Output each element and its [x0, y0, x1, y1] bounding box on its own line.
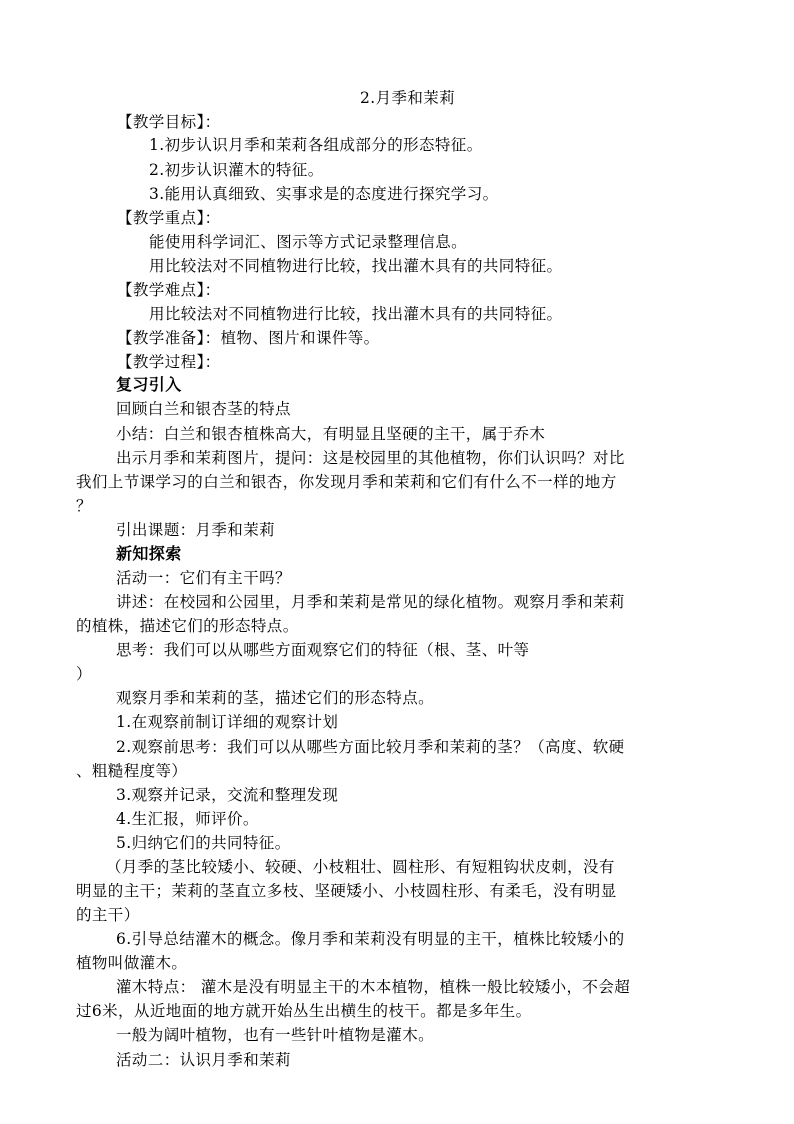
paragraph-line: 过6米，从近地面的地方就开始丛生出横生的枝干。都是多年生。 — [76, 1002, 532, 1020]
paragraph-line: 一般为阔叶植物，也有一些针叶植物是灌木。 — [116, 1026, 435, 1044]
paragraph-line: 思考：我们可以从哪些方面观察它们的特征（根、茎、叶等 — [116, 641, 530, 659]
paragraph-line: 植物叫做灌木。 — [76, 954, 188, 972]
paragraph-line: 活动二：认识月季和茉莉 — [116, 1051, 291, 1069]
paragraph-line: 观察月季和茉莉的茎，描述它们的形态特点。 — [116, 689, 435, 707]
paragraph-line: 5.归纳它们的共同特征。 — [116, 834, 291, 852]
paragraph-line: 出示月季和茉莉图片，提问：这是校园里的其他植物，你们认识吗？对比 — [116, 449, 625, 467]
process-heading: 【教学过程】： — [117, 353, 221, 371]
paragraph-line: 4.生汇报，师评价。 — [116, 810, 259, 828]
page-title: 2.月季和茉莉 — [360, 89, 456, 107]
paragraph-line: 2.观察前思考：我们可以从哪些方面比较月季和茉莉的茎？（高度、软硬 — [116, 738, 625, 756]
explore-heading: 新知探索 — [116, 544, 182, 563]
goal-item: 1.初步认识月季和茉莉各组成部分的形态特征。 — [149, 136, 483, 154]
paragraph-line: 我们上节课学习的白兰和银杏，你发现月季和茉莉和它们有什么不一样的地方 — [76, 473, 617, 491]
paragraph-line: 活动一：它们有主干吗？ — [116, 569, 291, 587]
paragraph-line: 的主干） — [76, 906, 140, 924]
paragraph-line: 6.引导总结灌木的概念。像月季和茉莉没有明显的主干，植株比较矮小的 — [116, 930, 625, 948]
difficulty-item: 用比较法对不同植物进行比较，找出灌木具有的共同特征。 — [149, 305, 563, 323]
key-point-item: 能使用科学词汇、图示等方式记录整理信息。 — [149, 233, 468, 251]
paragraph-line: （月季的茎比较矮小、较硬、小枝粗壮、圆柱形、有短粗钩状皮刺，没有 — [106, 858, 615, 876]
paragraph-line: ？ — [76, 497, 92, 515]
preparation-line: 【教学准备】：植物、图片和课件等。 — [117, 329, 380, 347]
paragraph-line: 讲述：在校园和公园里，月季和茉莉是常见的绿化植物。观察月季和茉莉 — [116, 593, 625, 611]
difficulty-heading: 【教学难点】： — [117, 281, 221, 299]
key-points-heading: 【教学重点】： — [117, 209, 221, 227]
paragraph-line: 的植株，描述它们的形态特点。 — [76, 617, 299, 635]
goals-heading: 【教学目标】： — [117, 113, 221, 131]
paragraph-line: 3.观察并记录，交流和整理发现 — [116, 786, 339, 804]
key-point-item: 用比较法对不同植物进行比较，找出灌木具有的共同特征。 — [149, 257, 563, 275]
review-heading: 复习引入 — [116, 375, 182, 394]
paragraph-line: 、粗糙程度等） — [76, 762, 188, 780]
paragraph-line: 回顾白兰和银杏茎的特点 — [116, 400, 291, 418]
paragraph-line: 1.在观察前制订详细的观察计划 — [116, 713, 339, 731]
paragraph-line: 明显的主干；茉莉的茎直立多枝、坚硬矮小、小枝圆柱形、有柔毛，没有明显 — [76, 882, 617, 900]
goal-item: 2.初步认识灌木的特征。 — [149, 161, 324, 179]
paragraph-line: 引出课题：月季和茉莉 — [116, 521, 276, 539]
paragraph-line: 灌木特点： 灌木是没有明显主干的木本植物，植株一般比较矮小，不会超 — [116, 978, 631, 996]
paragraph-line: 小结：白兰和银杏植株高大，有明显且坚硬的主干，属于乔木 — [116, 425, 546, 443]
goal-item: 3.能用认真细致、实事求是的态度进行探究学习。 — [149, 185, 499, 203]
paragraph-line: ） — [76, 665, 92, 683]
